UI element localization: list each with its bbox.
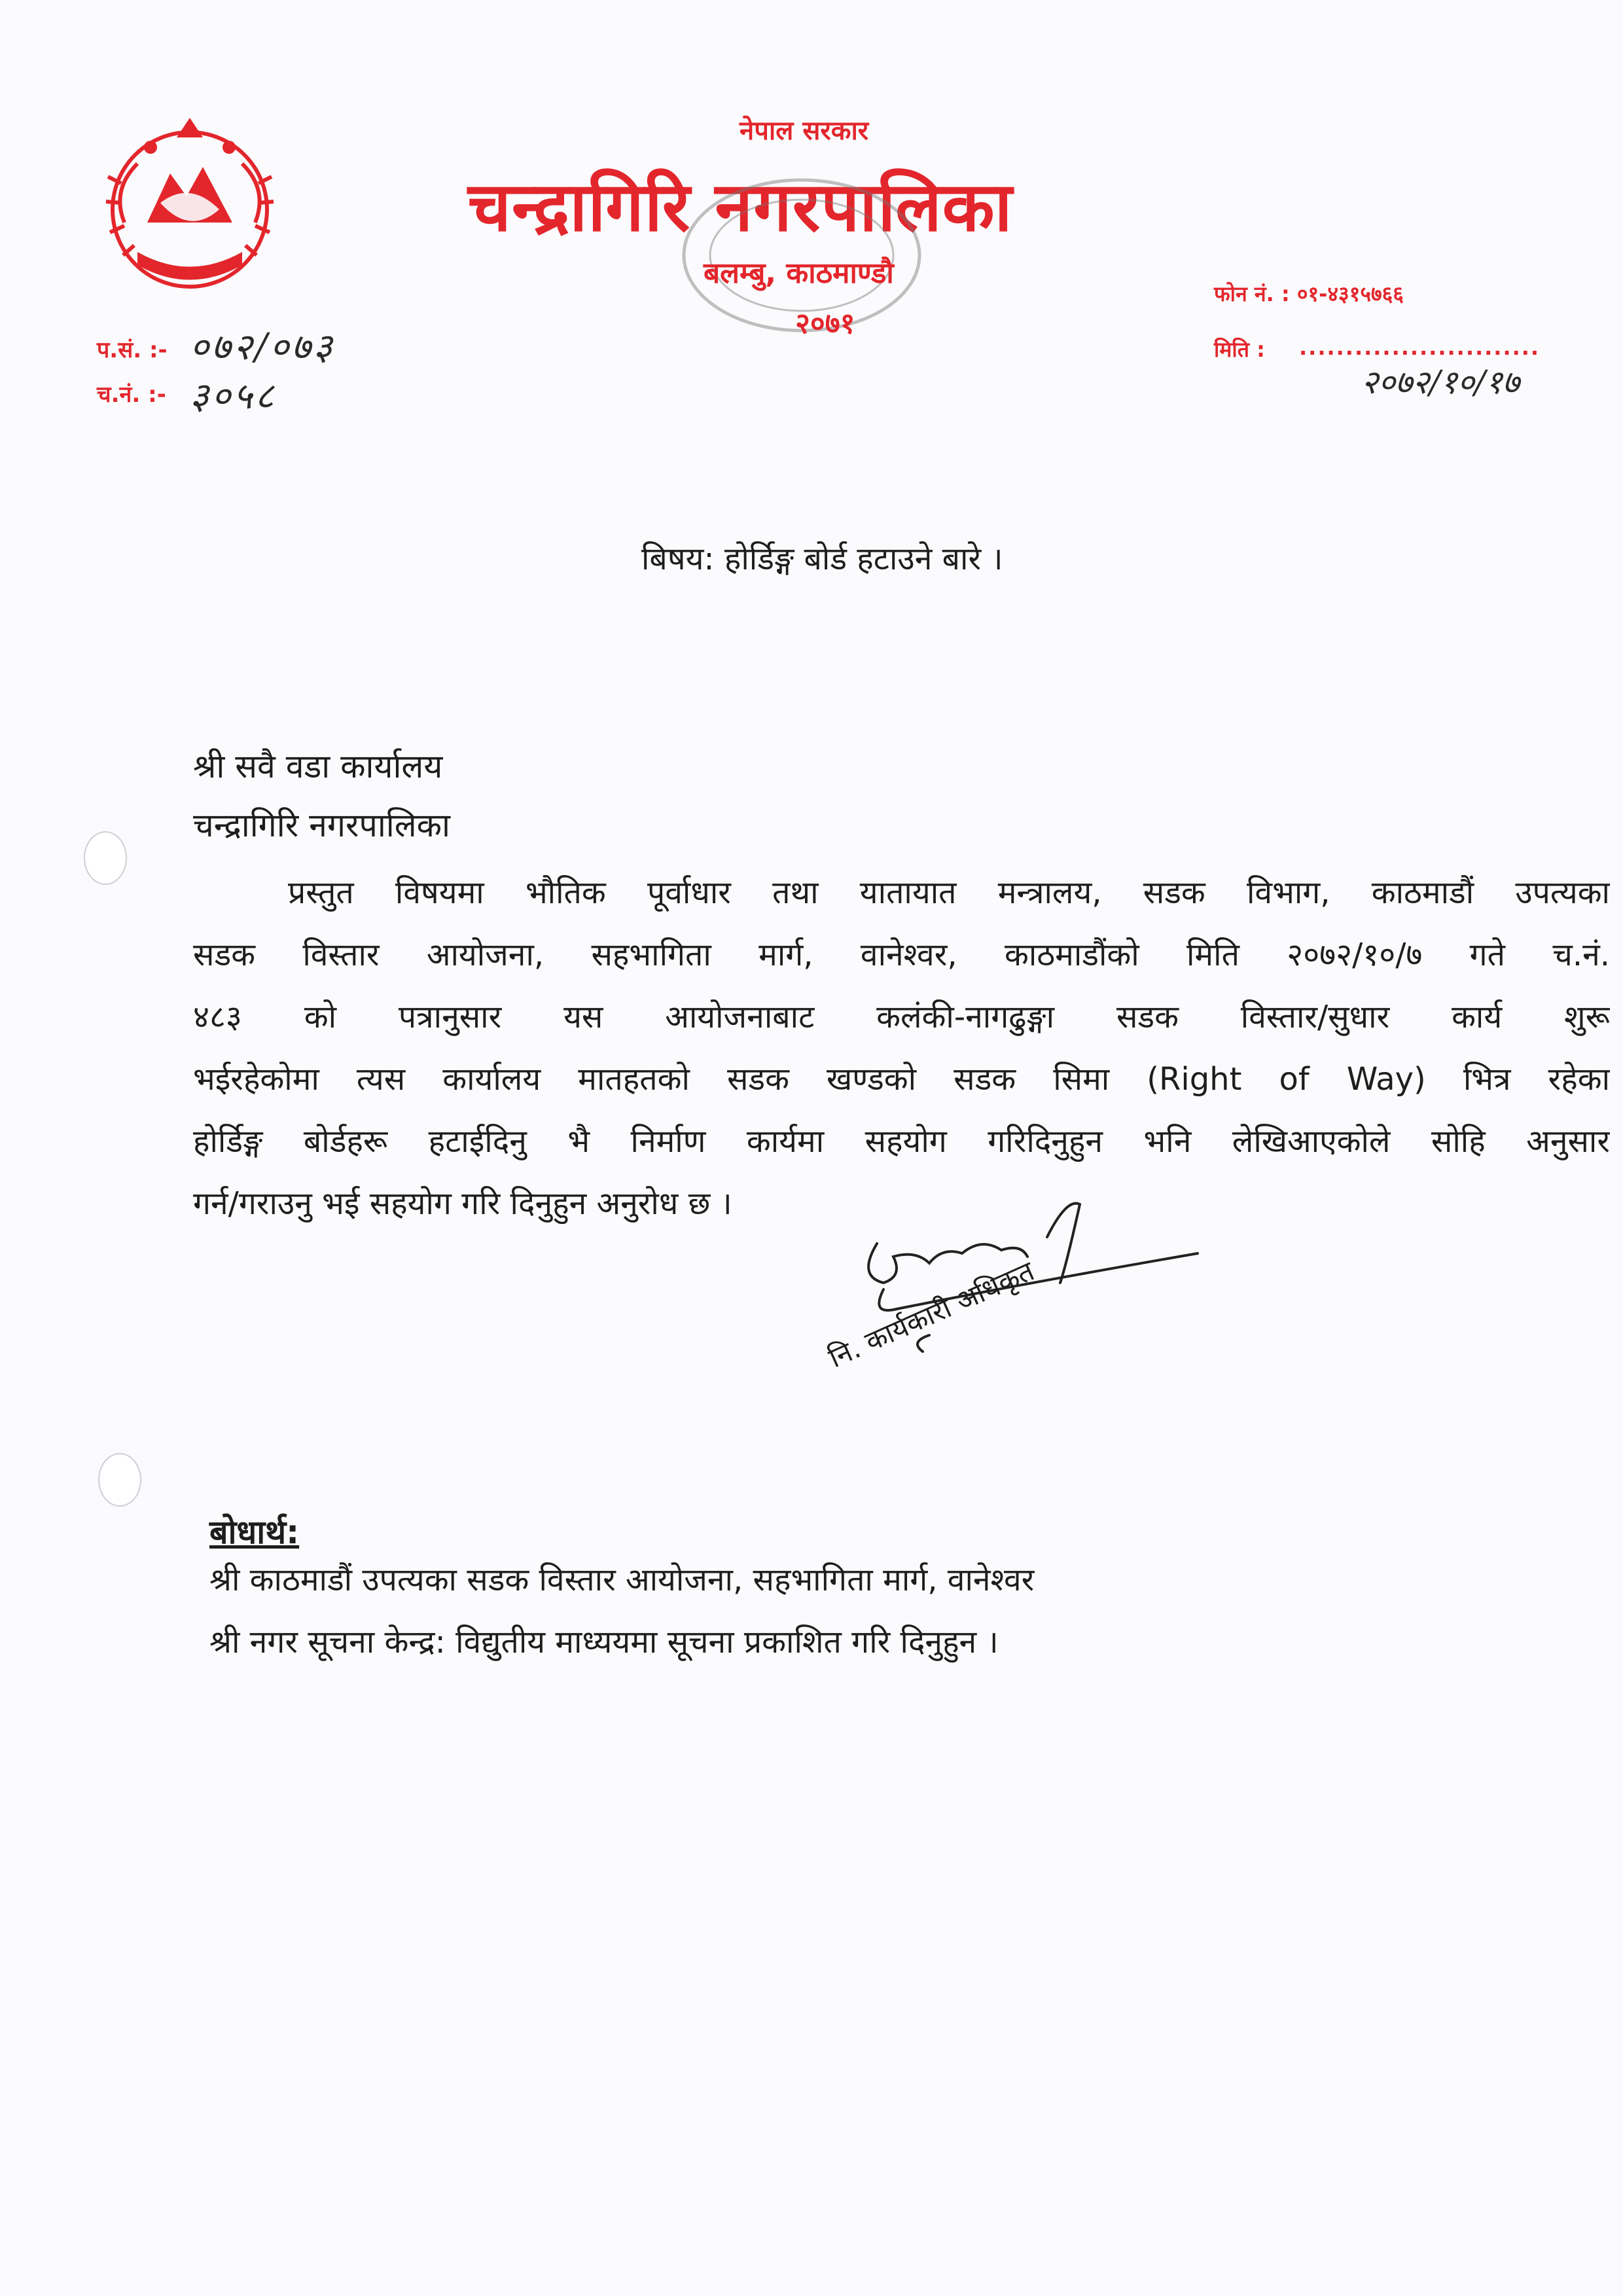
- date-label: मिति :: [1214, 337, 1265, 362]
- cc-item: श्री काठमाडौं उपत्यका सडक विस्तार आयोजना, सहभागिता मार्ग, वानेश्वर: [209, 1562, 1035, 1598]
- handwritten-date: २०७२/१०/१७: [1361, 363, 1520, 401]
- body-line: प्रस्तुत विषयमा भौतिक पूर्वाधार तथा यातायात मन्त्रालय, सडक विभाग, काठमाडौं उपत्यका: [288, 874, 1610, 911]
- signature-icon: [831, 1185, 1224, 1433]
- letter-subject: बिषय: होर्डिङ्ग बोर्ड हटाउने बारे ।: [641, 541, 1003, 577]
- organization-address: बलम्बु, काठमाण्डौ: [704, 257, 894, 290]
- body-line: भईरहेकोमा त्यस कार्यालय मातहतको सडक खण्डको सडक सिमा (Right of Way) भित्र रहेका: [193, 1061, 1610, 1098]
- government-name: नेपाल सरकार: [740, 116, 869, 146]
- handwritten-cn-number: ३०५८: [190, 375, 277, 418]
- punch-hole: [84, 831, 127, 885]
- signer-title: नि. कार्यकारी अधिकृत: [823, 1255, 1039, 1374]
- addressee-line-1: श्री सवै वडा कार्यालय: [193, 747, 443, 785]
- cc-title: बोधार्थ:: [209, 1513, 300, 1551]
- phone-number: फोन नं. : ०१-४३१५७६६: [1214, 281, 1404, 306]
- cc-item: श्री नगर सूचना केन्द्र: विद्युतीय माध्ययमा सूचना प्रकाशित गरि दिनुहुन ।: [209, 1624, 999, 1660]
- ps-label: प.सं. :-: [97, 337, 168, 363]
- nepal-emblem-icon: [98, 111, 281, 301]
- date-fill-line: ..........................: [1299, 335, 1541, 360]
- handwritten-ps-number: ०७२/०७३: [190, 326, 335, 368]
- body-line: ४८३ को पत्रानुसार यस आयोजनाबाट कलंकी-नागढुङ्गा सडक विस्तार/सुधार कार्य शुरू: [193, 999, 1610, 1035]
- body-line: गर्न/गराउनु भई सहयोग गरि दिनुहुन अनुरोध छ ।: [193, 1185, 732, 1222]
- cn-label: च.नं. :-: [97, 382, 166, 408]
- body-line: होर्डिङ्ग बोर्डहरू हटाईदिनु भै निर्माण कार्यमा सहयोग गरिदिनुहुन भनि लेखिआएकोले सोहि अनुसार: [193, 1123, 1610, 1160]
- body-line: सडक विस्तार आयोजना, सहभागिता मार्ग, वानेश्वर, काठमाडौंको मिति २०७२/१०/७ गते च.नं.: [193, 937, 1610, 973]
- organization-name: चन्द्रागिरि नगरपालिका: [468, 167, 1013, 247]
- punch-hole: [98, 1453, 141, 1507]
- addressee-line-2: चन्द्रागिरि नगरपालिका: [193, 806, 450, 844]
- established-year: २०७१: [795, 307, 855, 340]
